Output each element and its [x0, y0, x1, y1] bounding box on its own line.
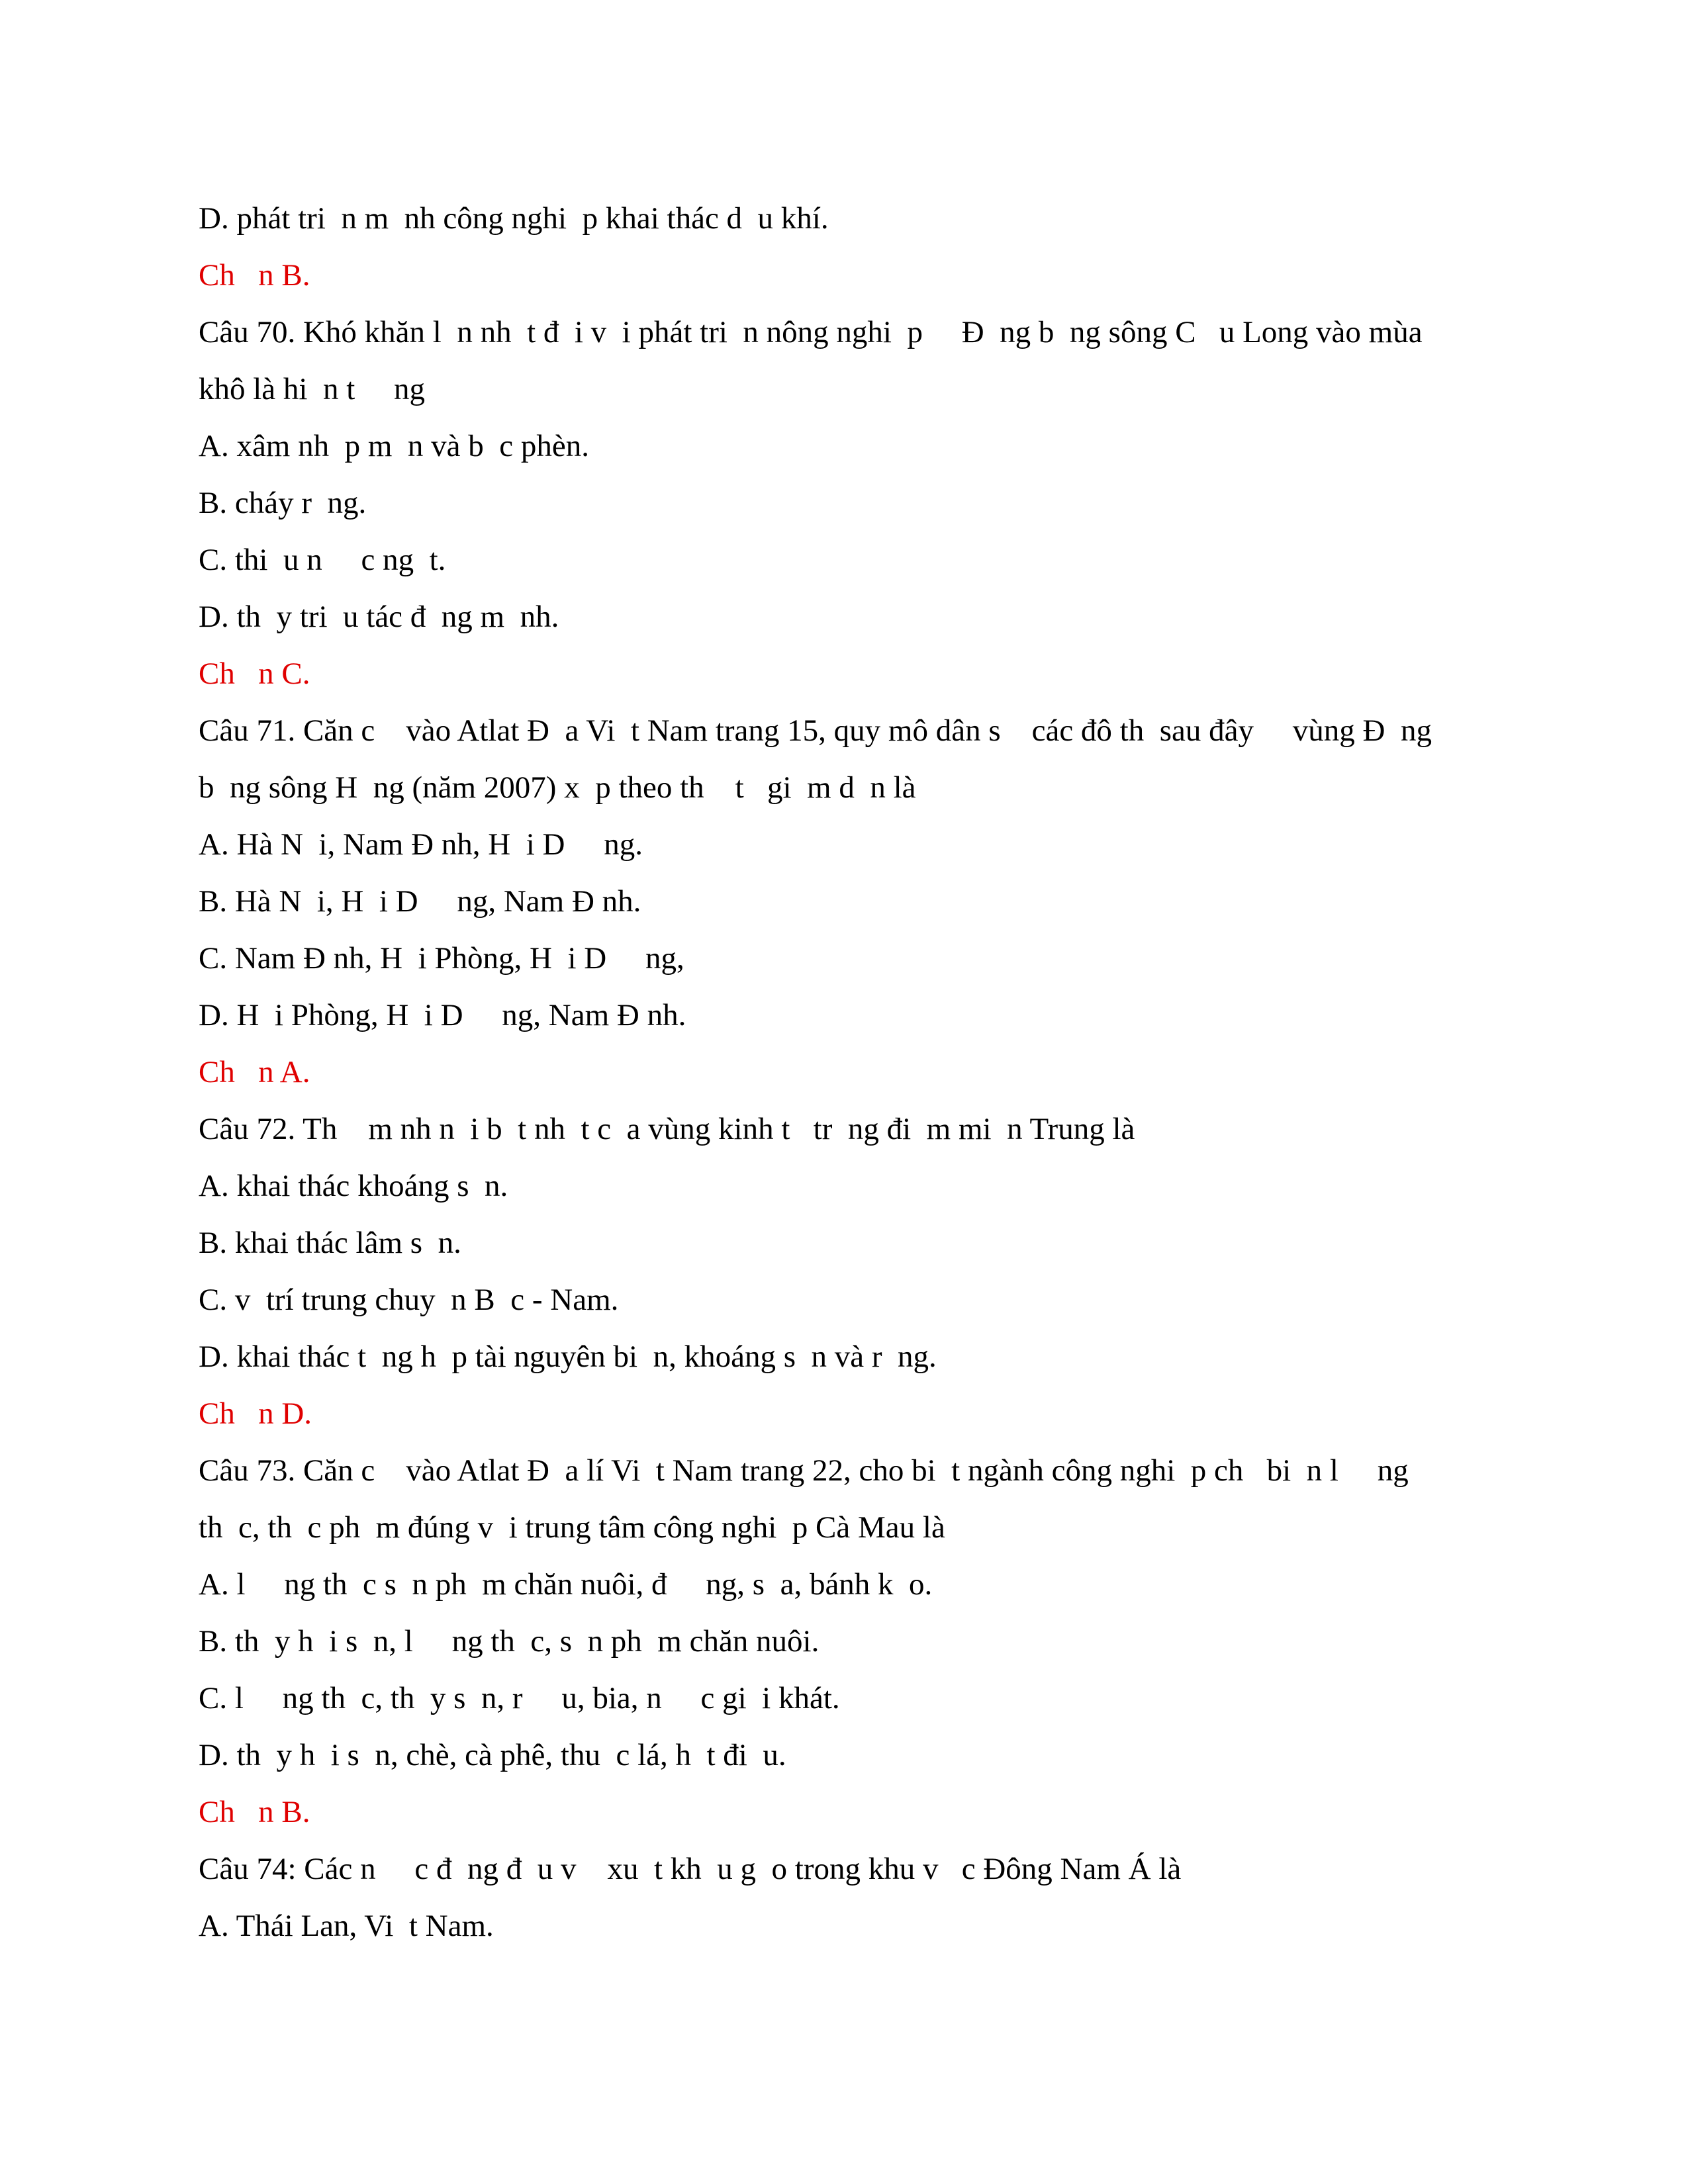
option-line: A. Hà N i, Nam Đ nh, H i D ng.	[199, 827, 643, 862]
option-line: B. cháy r ng.	[199, 486, 367, 520]
answer-line: Ch n B.	[199, 1795, 310, 1829]
option-line: A. xâm nh p m n và b c phèn.	[199, 429, 590, 463]
question-line: Câu 70. Khó khăn l n nh t đ i v i phát tri n nông nghi p Đ ng b ng sông C u Long vào mùa	[199, 315, 1423, 349]
option-line: D. phát tri n m nh công nghi p khai thác d u khí.	[199, 201, 829, 236]
option-line: D. th y h i s n, chè, cà phê, thu c lá, h t đi u.	[199, 1738, 786, 1772]
option-line: C. v trí trung chuy n B c - Nam.	[199, 1283, 619, 1317]
question-line: khô là hi n t ng	[199, 372, 426, 406]
option-line: D. H i Phòng, H i D ng, Nam Đ nh.	[199, 998, 686, 1032]
answer-line: Ch n D.	[199, 1396, 312, 1431]
option-line: C. thi u n c ng t.	[199, 543, 446, 577]
question-line: Câu 71. Căn c vào Atlat Đ a Vi t Nam trang 15, quy mô dân s các đô th sau đây vùng Đ ng	[199, 713, 1432, 748]
option-line: C. Nam Đ nh, H i Phòng, H i D ng,	[199, 941, 684, 976]
answer-line: Ch n A.	[199, 1055, 310, 1089]
option-line: A. khai thác khoáng s n.	[199, 1169, 508, 1203]
question-line: b ng sông H ng (năm 2007) x p theo th t gi m d n là	[199, 770, 916, 805]
option-line: D. khai thác t ng h p tài nguyên bi n, khoáng s n và r ng.	[199, 1340, 937, 1374]
option-line: A. Thái Lan, Vi t Nam.	[199, 1909, 494, 1943]
option-line: D. th y tri u tác đ ng m nh.	[199, 600, 559, 634]
answer-line: Ch n C.	[199, 657, 310, 691]
question-line: Câu 72. Th m nh n i b t nh t c a vùng kinh t tr ng đi m mi n Trung là	[199, 1112, 1135, 1146]
option-line: B. khai thác lâm s n.	[199, 1226, 461, 1260]
option-line: A. l ng th c s n ph m chăn nuôi, đ ng, s a, bánh k o.	[199, 1567, 933, 1602]
question-line: th c, th c ph m đúng v i trung tâm công nghi p Cà Mau là	[199, 1510, 945, 1545]
question-line: Câu 73. Căn c vào Atlat Đ a lí Vi t Nam trang 22, cho bi t ngành công nghi p ch bi n l ng	[199, 1453, 1409, 1488]
answer-line: Ch n B.	[199, 258, 310, 293]
option-line: B. Hà N i, H i D ng, Nam Đ nh.	[199, 884, 641, 919]
question-line: Câu 74: Các n c đ ng đ u v xu t kh u g o trong khu v c Đông Nam Á là	[199, 1852, 1182, 1886]
option-line: B. th y h i s n, l ng th c, s n ph m chăn nuôi.	[199, 1624, 820, 1659]
option-line: C. l ng th c, th y s n, r u, bia, n c gi i khát.	[199, 1681, 840, 1715]
